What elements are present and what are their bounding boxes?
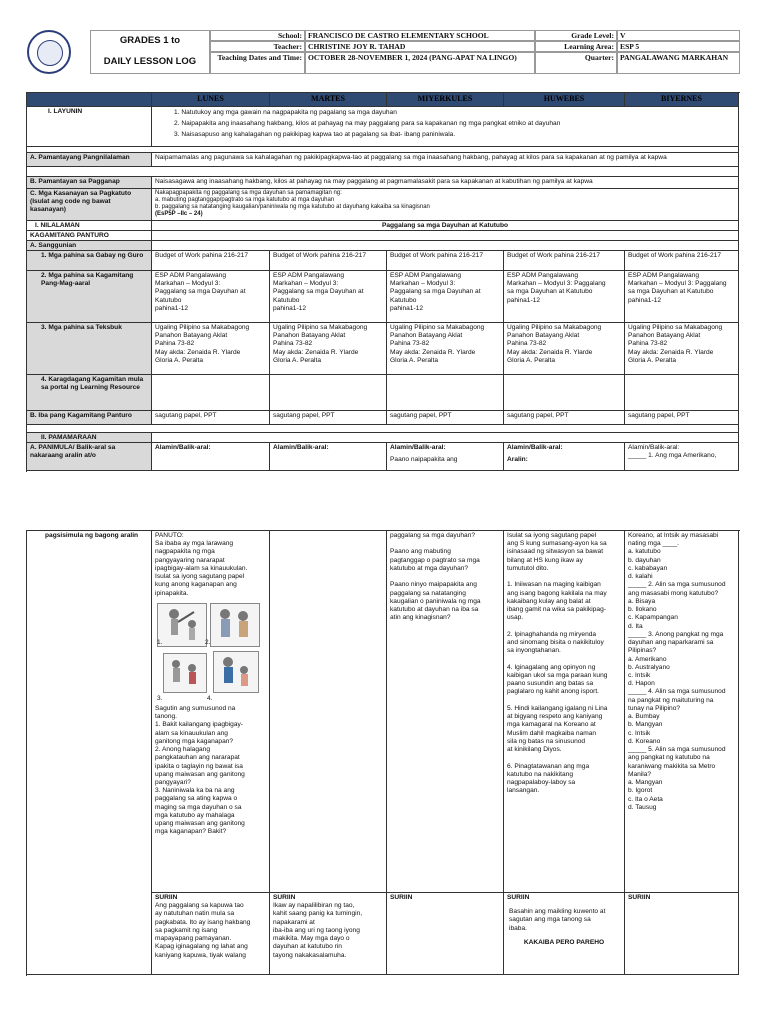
day-header-thu: HUWEBES — [504, 93, 625, 107]
alamin-fri-extra: _____ 1. Ang mga Amerikano, — [628, 452, 717, 460]
teksbuk-label: 3. Mga pahina sa Teksbuk — [27, 323, 152, 375]
pangmagaaral-wed: ESP ADM Pangalawang Markahan – Modyul 3: Paggalang sa mga Dayuhan at Katutubo pahina1-12 — [387, 271, 504, 323]
log-title-line1: GRADES 1 to — [119, 35, 181, 46]
layunin-label-text: I. LAYUNIN — [48, 108, 83, 115]
alamin-tue: Alamin/Balik-aral: — [270, 443, 387, 471]
suriin-thu-text: Basahin ang maikling kuwento at sagutan ang mga tanong sa ibaba. — [509, 908, 606, 932]
kasanayan-content — [152, 189, 739, 221]
karagdagang-wed — [387, 375, 504, 411]
pagganap-label: B. Pamantayan sa Pagganap — [27, 177, 152, 189]
pangmagaaral-label: 2. Mga pahina sa Kagamitang Pang-Mag-aaral — [27, 271, 152, 323]
grade-label: Grade Level: — [535, 30, 617, 41]
school-label: School: — [210, 30, 305, 41]
suriin-tue — [270, 893, 387, 975]
karagdagang-label: 4. Karagdagang Kagamitan mula sa portal ng Learning Resource — [27, 375, 152, 411]
suriin-thu — [504, 893, 625, 975]
pangmagaaral-fri: ESP ADM Pangalawang Markahan – Modyul 3: Paggalang sa mga Dayuhan at Katutubo pahina1-12 — [625, 271, 739, 323]
dates-label: Teaching Dates and Time: — [210, 52, 305, 74]
suriin-fri-title: SURIIN — [628, 894, 651, 901]
day-header-fri: BIYERNES — [625, 93, 739, 107]
alamin-thu-title: Alamin/Balik-aral: — [507, 444, 563, 451]
pangmagaaral-tue: ESP ADM Pangalawang Markahan – Modyul 3: Paggalang sa mga Dayuhan at Katutubo pahina1-12 — [270, 271, 387, 323]
karagdagang-fri — [625, 375, 739, 411]
suriin-thu-title: SURIIN — [507, 894, 530, 901]
iba-mon: sagutang papel, PPT — [152, 411, 270, 425]
alamin-mon: Alamin/Balik-aral: — [152, 443, 270, 471]
header-info — [210, 30, 740, 74]
alamin-wed — [387, 443, 504, 471]
deped-seal-icon — [27, 30, 71, 74]
teksbuk-wed: Ugaling Pilipino sa Makabagong Panahon Batayang Aklat Pahina 73-82 May akda: Zenaida R. Ylarde Gloria A. Peralta — [387, 323, 504, 375]
pamamaraan-blank — [152, 433, 739, 443]
teksbuk-tue: Ugaling Pilipino sa Makabagong Panahon Batayang Aklat Pahina 73-82 May akda: Zenaida R. Ylarde Gloria A. Peralta — [270, 323, 387, 375]
nilalaman-text: Paggalang sa mga Dayuhan at Katutubo — [152, 221, 739, 231]
picture-3-image — [163, 653, 207, 693]
alamin-fri — [625, 443, 739, 471]
suriin-tue-title: SURIIN — [273, 894, 296, 901]
suriin-thu-story-title: KAKAIBA PERO PAREHO — [523, 938, 605, 946]
alamin-wed-title: Alamin/Balik-aral: — [390, 444, 446, 451]
teacher-value: CHRISTINE JOY R. TAHAD — [305, 41, 535, 52]
teksbuk-thu: Ugaling Pilipino sa Makabagong Panahon Batayang Aklat Pahina 73-82 May akda: Zenaida R. Ylarde Gloria A. Peralta — [504, 323, 625, 375]
sanggunian-blank — [152, 241, 739, 251]
iba-thu: sagutang papel, PPT — [504, 411, 625, 425]
picture-1-image — [157, 603, 207, 647]
pic-label-2: 2. — [205, 638, 211, 646]
pangmagaaral-mon: ESP ADM Pangalawang Markahan – Modyul 3: Paggalang sa mga Dayuhan at Katutubo pahina1-12 — [152, 271, 270, 323]
iba-fri: sagutang papel, PPT — [625, 411, 739, 425]
mon-pictures — [155, 601, 266, 705]
pamamaraan-label: II. PAMAMARAAN — [27, 433, 152, 443]
suriin-wed — [387, 893, 504, 975]
iba-tue: sagutang papel, PPT — [270, 411, 387, 425]
lesson-table-page1 — [26, 92, 740, 472]
header-blank — [27, 93, 152, 107]
alamin-thu — [504, 443, 625, 471]
karagdagang-mon — [152, 375, 270, 411]
suriin-tue-text: Ikaw ay napalilibiran ng tao, kahit saang panig ka tumingin, napakarami at iba-iba ang uri ng taong iyong makikita. May mga dayo o dayuhan at katutubo rin tayong nakakasalamuha. — [273, 902, 363, 959]
sanggunian-label: A. Sanggunian — [27, 241, 152, 251]
kasanayan-code: (EsP5P –IIc – 24) — [155, 210, 203, 217]
panimula-fri: Koreano, at Intsik ay masasabi nating mga ____. a. katutubo b. dayuhan c. kababayan d. kalahi _____ 2. Alin sa mga sumusunod ang masasabi mong katutubo? a. Bisaya b. Ilokano c. Kapampangan d. Ita _____ 3. Anong pangkat ng mga dayuhan ang naparkarami sa Pilipinas? a. Amerikano b. Australyano c. Intsik d. Hapon _____ 4. Alin sa mga sumusunod na pangkat ng maituturing na tunay na Pilipino? a. Bumbay b. Mangyan c. Intsik d. Koreano _____ 5. Alin sa mga sumusunod ang pangkat ng katutubo na karaniwang makikita sa Metro Manila? a. Mangyan b. Igorot c. Ita o Aeta d. Tausug — [625, 531, 739, 893]
kasanayan-text: Nakapagpapakita ng paggalang sa mga dayuhan sa pamamagitan ng: a. mabuting pagtanggap/pagtrato sa mga katutubo at mga dayuhan b. paggalang sa natatanging kaugalian/paniniwala ng mga katutubo at dayuhang kakaiba sa kinagisnan — [155, 190, 430, 210]
day-header-tue: MARTES — [270, 93, 387, 107]
layunin-label — [27, 107, 152, 147]
kagamitan-label: KAGAMITANG PANTURO — [27, 231, 152, 241]
suriin-wed-title: SURIIN — [390, 894, 413, 901]
layunin-item-1: 1. Natutukoy ang mga gawain na nagpapakita ng pagalang sa mga dayuhan — [174, 109, 397, 116]
gabay-wed: Budget of Work pahina 216-217 — [387, 251, 504, 271]
grade-value: V — [617, 30, 740, 41]
school-value: FRANCISCO DE CASTRO ELEMENTARY SCHOOL — [305, 30, 535, 41]
quarter-value: PANGALAWANG MARKAHAN — [617, 52, 740, 74]
teksbuk-fri: Ugaling Pilipino sa Makabagong Panahon Batayang Aklat Pahina 73-82 May akda: Zenaida R. Ylarde Gloria A. Peralta — [625, 323, 739, 375]
iba-label: B. Iba pang Kagamitang Panturo — [27, 411, 152, 425]
pangnilalaman-text: Naipamamalas ang pagunawa sa kahalagahan ng pakikipagkapwa-tao at paggalang sa mga inaasahang hakbang, pahayag at kilos para sa kapakanan at ng pamilya at kapwa — [152, 153, 739, 167]
lesson-table-page2 — [26, 530, 740, 976]
panimula-wed: paggalang sa mga dayuhan? Paano ang mabuting pagtanggap o pagtrato sa mga katutubo at mga dayuhan? Paano ninyo maipapakita ang paggalang sa natatanging kaugalian o paniniwala ng mga katutubo at dayuhan na iba sa atin ang kinagisnan? — [387, 531, 504, 893]
layunin-item-2: 2. Naipapakita ang inaasahang hakbang, kilos at pahayag na may paggalang para sa kapakanan ng mga pangkat etniko at dayuhan — [174, 120, 561, 128]
panimula-mon — [152, 531, 270, 893]
gabay-label: 1. Mga pahina sa Gabay ng Guro — [27, 251, 152, 271]
gabay-fri: Budget of Work pahina 216-217 — [625, 251, 739, 271]
area-label: Learning Area: — [535, 41, 617, 52]
area-value: ESP 5 — [617, 41, 740, 52]
log-title-box — [90, 30, 210, 74]
alamin-thu-extra: Aralin: — [507, 456, 528, 464]
mon-panuto: PANUTO: Sa ibaba ay mga larawang nagpapakita ng mga pangyayaring nararapat ipagbigay-alam sa kinauukulan. Isulat sa iyong sagutang papel kung anong kaganapan ang ipinapakita. — [155, 532, 248, 597]
suriin-mon — [152, 893, 270, 975]
suriin-fri — [625, 893, 739, 975]
suriin-label-cell — [27, 893, 152, 975]
suriin-mon-title: SURIIN — [155, 894, 178, 901]
pic-label-1: 1. — [157, 638, 163, 646]
layunin-item-3: 3. Naisasapuso ang kahalagahan ng pakikipag kapwa tao at pagalang sa ibat- ibang paniniwala. — [174, 131, 456, 139]
kagamitan-blank — [152, 231, 739, 241]
suriin-mon-text: Ang paggalang sa kapuwa tao ay natutuhan natin mula sa pagkabata. Ito ay isang hakbang sa pagkamit ng isang mapayapang pamayanan. Kapag iginagalang ng lahat ang kaniyang kapuwa, tiyak walang — [155, 902, 251, 959]
nilalaman-label: I. NILALAMAN — [27, 221, 152, 231]
gabay-tue: Budget of Work pahina 216-217 — [270, 251, 387, 271]
panimula-tue — [270, 531, 387, 893]
alamin-wed-extra: Paano naipapakita ang — [390, 456, 458, 464]
iba-wed: sagutang papel, PPT — [387, 411, 504, 425]
quarter-label: Quarter: — [535, 52, 617, 74]
karagdagang-thu — [504, 375, 625, 411]
pangnilalaman-label: A. Pamantayang Pangnilalaman — [27, 153, 152, 167]
picture-4-image — [213, 651, 259, 693]
karagdagang-tue — [270, 375, 387, 411]
gabay-thu: Budget of Work pahina 216-217 — [504, 251, 625, 271]
day-header-mon: LUNES — [152, 93, 270, 107]
spacer-row-3 — [27, 425, 739, 433]
panimula-label: A. PANIMULA/ Balik-aral sa nakaraang aralin at/o — [27, 443, 152, 471]
layunin-content — [152, 107, 739, 147]
pangmagaaral-thu: ESP ADM Pangalawang Markahan – Modyul 3: Paggalang sa mga Dayuhan at Katutubo pahina1-12 — [504, 271, 625, 323]
pagganap-text: Naisasagawa ang inaasahang hakbang, kilos at pahayag na may paggalang at pagmamalasakit para sa kapakanan at kabutihan ng pamilya at kapwa — [152, 177, 739, 189]
day-header-wed: MIYERKULES — [387, 93, 504, 107]
pic-label-4: 4. — [207, 694, 213, 702]
alamin-fri-title: Alamin/Balik-aral: — [628, 444, 680, 451]
log-title-line2: DAILY LESSON LOG — [103, 56, 197, 67]
pic-label-3: 3. — [157, 694, 163, 702]
dates-value: OCTOBER 28-NOVEMBER 1, 2024 (PANG-APAT NA LINGO) — [305, 52, 535, 74]
pagsisimula-label: pagsisimula ng bagong aralin — [27, 531, 152, 893]
kasanayan-label: C. Mga Kasanayan sa Pagkatuto (Isulat ang code ng bawat kasanayan) — [27, 189, 152, 221]
teacher-label: Teacher: — [210, 41, 305, 52]
spacer-row-2 — [27, 167, 739, 177]
mon-questions: Sagutin ang sumusunod na tanong. 1. Bakit kailangang ipagbigay- alam sa kinauukulan ang ganitong mga kaganapan? 2. Anong halagang pangkatauhan ang nararapat ipakita o taglayin ng bawat isa upang maiwasan ang ganitong pangyayari? 3. Naniniwala ka ba na ang paggalang sa ating kapwa o maging sa mga dayuhan o sa mga katutubo ay mahalaga upang maiwasan ang ganitong mga kaganapan? Bakit? — [155, 704, 245, 836]
panimula-thu: Isulat sa iyong sagutang papel ang S kung sumasang-ayon ka sa isinasaad ng sitwasyon sa bawat bilang at HS kung ikaw ay tumututol dito. 1. Iniiwasan na maging kaibigan ang isang bagong kakilala na may kakaibang kulay ang balat at ibang gamit na wika sa pakikipag- usap. 2. Ipinaghahanda ng miryenda and sinomang bisita o nakikituloy sa inyongtahanan. 4. Iginagalang ang opinyon ng kaibigan ukol sa mga paraan kung paano susundin ang batas sa paglalaro ng kahit anong isport. 5. Hindi kailangang igalang ni Lina at bigyang respeto ang kaniyang mga kamagaral na Koreano at Muslim dahil magkaiba naman sila ng batas na sinusunod at kinikilang Diyos. 6. Pinagtatawanan ang mga katutubo na nakikitang nagpapalaboy-laboy sa lansangan. — [504, 531, 625, 893]
picture-2-image — [210, 603, 260, 647]
gabay-mon: Budget of Work pahina 216-217 — [152, 251, 270, 271]
teksbuk-mon: Ugaling Pilipino sa Makabagong Panahon Batayang Aklat Pahina 73-82 May akda: Zenaida R. Ylarde Gloria A. Peralta — [152, 323, 270, 375]
